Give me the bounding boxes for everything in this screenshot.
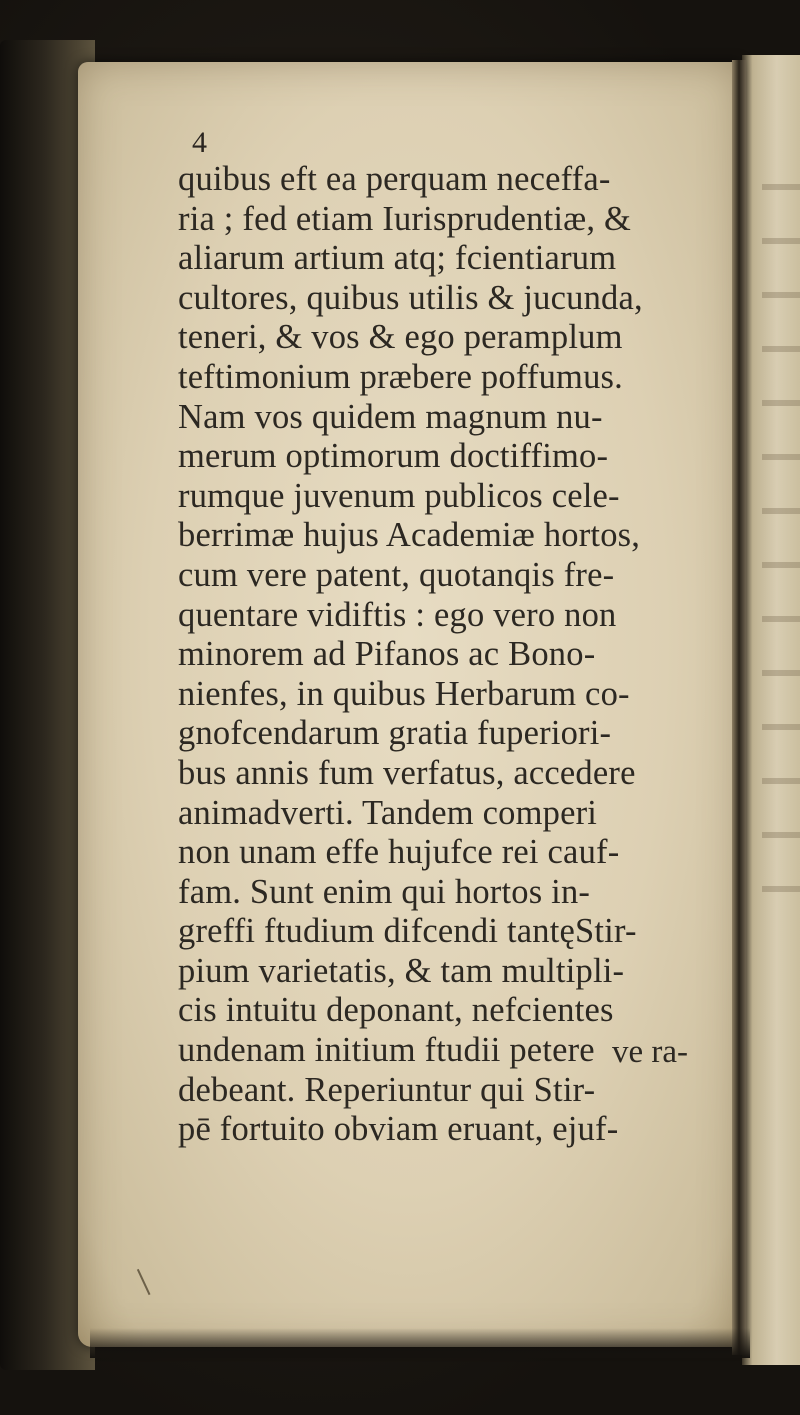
text-line: cultores, quibus utilis & jucunda, xyxy=(178,278,643,317)
text-line: ria ; fed etiam Iurisprudentiæ, & xyxy=(178,199,632,238)
text-line: animadverti. Tandem comperi xyxy=(178,793,598,832)
text-line: quibus eft ea perquam neceffa- xyxy=(178,160,611,198)
text-line: teneri, & vos & ego peramplum xyxy=(178,318,623,357)
page-bottom-shadow xyxy=(90,1328,750,1358)
text-line: minorem ad Pifanos ac Bono- xyxy=(178,635,596,674)
text-line: non unam effe hujufce rei cauf- xyxy=(178,833,620,872)
page-number: 4 xyxy=(192,126,207,159)
catchword: ve ra- xyxy=(612,1034,689,1070)
text-line: berrimæ hujus Academiæ hortos, xyxy=(178,516,641,555)
text-line: pium varietatis, & tam multipli- xyxy=(178,951,625,990)
text-line: teftimonium præbere poffumus. xyxy=(178,357,623,396)
text-line: greffi ftudium difcendi tantęStir- xyxy=(178,912,637,951)
text-line: fam. Sunt enim qui hortos in- xyxy=(178,872,591,911)
body-text xyxy=(178,160,738,1150)
text-line: Nam vos quidem magnum nu- xyxy=(178,397,603,436)
text-line: cum vere patent, quotanqis fre- xyxy=(178,555,615,594)
facing-page-bleed-through xyxy=(762,150,800,930)
text-line: merum optimorum doctiffimo- xyxy=(178,437,609,476)
text-line: aliarum artium atq; fcientiarum xyxy=(178,239,617,278)
text-line: gnofcendarum gratia fuperiori- xyxy=(178,714,612,753)
text-line: rumque juvenum publicos cele- xyxy=(178,476,620,515)
text-line: pē fortuito obviam eruant, ejuf- xyxy=(178,1110,619,1149)
text-line: quentare vidiftis : ego vero non xyxy=(178,595,617,634)
text-line: undenam initium ftudii petere xyxy=(178,1031,595,1070)
text-line: cis intuitu deponant, nefcientes xyxy=(178,991,614,1030)
text-line: debeant. Reperiuntur qui Stir- xyxy=(178,1070,596,1109)
text-line: nienfes, in quibus Herbarum co- xyxy=(178,674,630,713)
text-line: bus annis fum verfatus, accedere xyxy=(178,753,636,792)
